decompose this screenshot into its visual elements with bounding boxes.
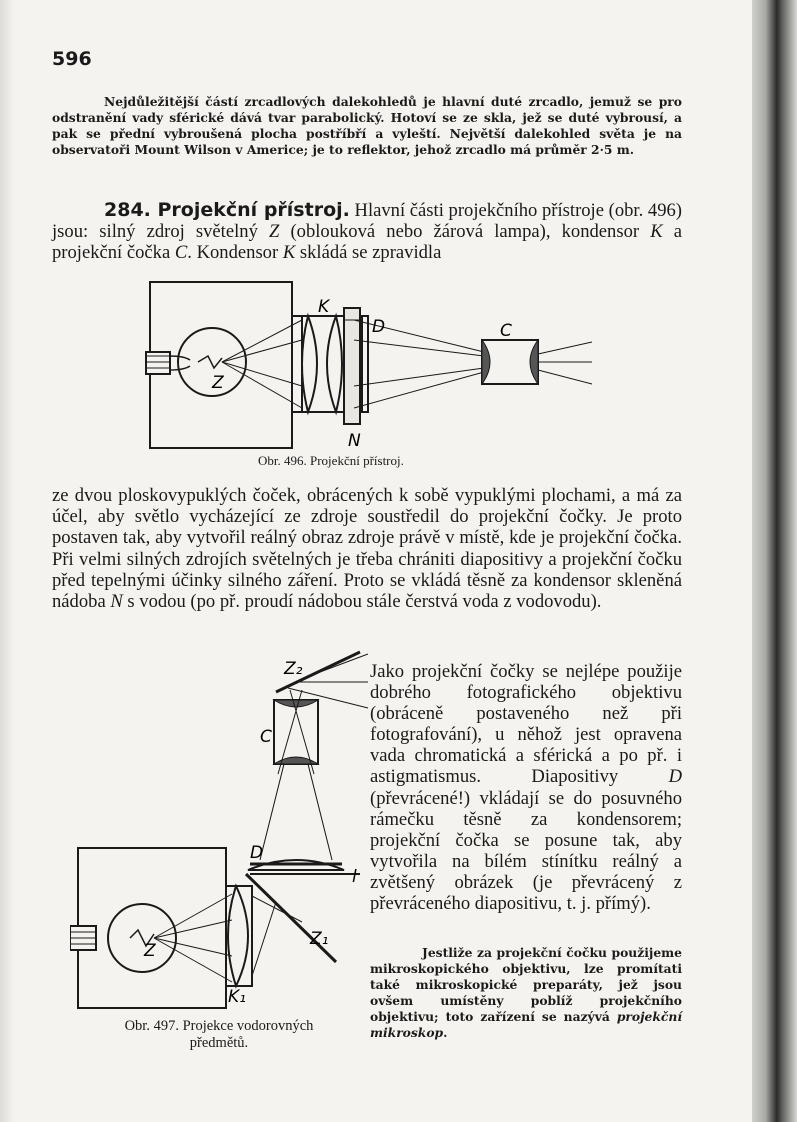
figure-497-horizontal-projection-diagram (70, 650, 370, 1020)
small-note-text-b: . (443, 1025, 448, 1040)
figure-497-caption (84, 1018, 354, 1052)
figure-496-projector-diagram (140, 276, 600, 456)
continuation-text-c: (převrácené!) vkládají se do posuvného rámečku těsně za kondensorem; projekční čočka se posune tak, aby vytvořila na bílém stínítku reálný a zvětšený obrázek (je převrácený z převráceného diapositivu, t. j. přímý). (370, 787, 682, 915)
fig496-label-d: D (372, 317, 386, 337)
section-text-4: . Kondensor (187, 242, 283, 264)
lamp-socket (146, 352, 170, 374)
section-text-1: Hlavní části projekčního přístroje (obr. 496) jsou: silný zdroj světelný (52, 200, 682, 243)
small-note-text-a: Jestliže za projekční čočku použijeme mikroskopického objektivu, lze promítati také mikroskopické preparáty, jež jsou ovšem umístěny poblíž projekčního objektivu; toto zařízení se nazývá (370, 945, 682, 1024)
section-heading: 284. Projekční přístroj. (104, 199, 350, 221)
page-shadow-left (0, 0, 14, 1122)
small-note (370, 945, 682, 1041)
var-k-2: K (282, 242, 296, 264)
fig497-label-z: Z (144, 941, 156, 961)
condenser-k1 (228, 886, 248, 986)
figure-497-caption-line-2: předmětů. (189, 1035, 249, 1051)
condenser-lens-1 (302, 316, 317, 412)
figure-496-caption: Obr. 496. Projekční přístroj. (258, 453, 404, 468)
intro-paragraph: Nejdůležitější částí zrcadlových dalekohledů je hlavní duté zrcadlo, jemuž se pro odstranění vady sférické dává tvar parabolický. Hotoví se ze skla, jež se duté vybrousí, a pak se přední vybroušená plocha postříbří a vyleští. Největší dalekohled světa je na observatoři Mount Wilson v Americe; je to reflektor, jehož zrcadlo má průměr 2·5 m. (52, 94, 682, 157)
fig496-label-z: Z (212, 373, 224, 393)
fig497-label-z1: Z₁ (310, 929, 329, 949)
fig497-label-l: l (352, 867, 357, 887)
var-k: K (650, 221, 663, 243)
continuation-right-column (370, 661, 682, 914)
fig496-label-k: K (318, 297, 330, 317)
page-number: 596 (52, 48, 92, 70)
small-note-term: projekční mikroskop (370, 1009, 682, 1040)
continuation-text-a: ze dvou ploskovypuklých čoček, obrácených k sobě vypuklými plochami, a má za účel, aby světlo vycházející ze zdroje soustředil do projekční čočky. Je proto postaven tak, aby vytvořil reálný obraz zdroje právě v místě, kde je projekční čočka. Při velmi silných zdrojích světelných je třeba chrániti diapositivy a projekční čočku před tepelnými účinky silného záření. Proto se vkládá těsně za kondensor skleněná nádoba (52, 485, 682, 613)
slide-frame (362, 316, 368, 412)
continuation-text-b: s vodou (po př. proudí nádobou stále čerstvá voda z vodovodu). (122, 591, 602, 613)
continuation-text (52, 485, 682, 612)
var-d: D (668, 766, 682, 788)
var-z: Z (269, 221, 280, 243)
section-284-text (52, 200, 682, 264)
fig496-label-c: C (500, 321, 512, 341)
var-c: C (174, 242, 188, 264)
fig497-label-d: D (250, 843, 264, 863)
continuation-text-b-rest: Jako projekční čočky se nejlépe použije dobrého fotografického objektivu (obráceně postaveného než při fotografování), u něhož jest opravena vada chromatická a sférická a po př. i astigmatismus. Diapositivy (370, 661, 682, 788)
fig497-label-c: C (260, 727, 272, 747)
fig497-lamp-housing (78, 848, 226, 1008)
section-text-2: (oblouková nebo žárová lampa), kondensor (279, 221, 651, 243)
figure-497-caption-line-1: Obr. 497. Projekce vodorovných (124, 1018, 314, 1034)
condenser-lens-2 (327, 316, 342, 412)
fig496-label-n: N (348, 431, 361, 451)
lamp-housing (150, 282, 292, 448)
section-text-5: skládá se zpravidla (295, 242, 442, 264)
fig497-label-k1: K₁ (228, 987, 246, 1007)
section-text-3: a projekční čočka (52, 221, 682, 264)
book-binding-edge (752, 0, 797, 1122)
fig497-label-z2: Z₂ (284, 659, 303, 679)
var-n: N (110, 591, 123, 613)
